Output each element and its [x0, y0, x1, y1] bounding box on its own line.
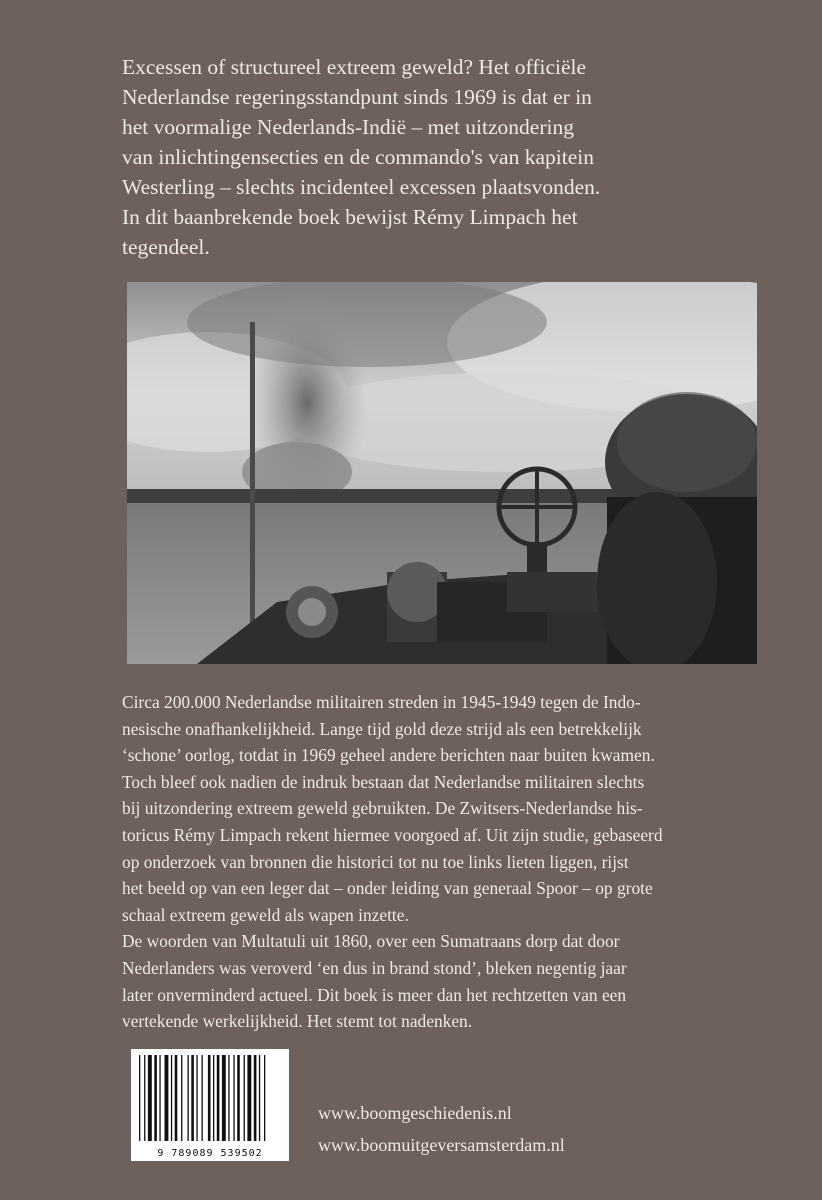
description-line: ‘schone’ oorlog, totdat in 1969 geheel andere berichten naar buiten kwamen. — [122, 745, 655, 766]
cover-photo-soldier-on-boat — [127, 282, 757, 664]
isbn-digits: 9 789089 539502 — [157, 1148, 263, 1159]
blurb-line: Nederlandse regeringsstandpunt sinds 1969 is dat er in — [122, 85, 592, 109]
description-line: Toch bleef ook nadien de indruk bestaan dat Nederlandse militairen slechts — [122, 771, 645, 792]
description-line: het beeld op van een leger dat – onder leiding van generaal Spoor – op grote — [122, 878, 653, 899]
publisher-urls — [318, 1097, 565, 1161]
description-line: op onderzoek van bronnen die historici tot nu toe links lieten liggen, rijst — [122, 851, 629, 872]
photo-illustration — [127, 282, 757, 664]
url-boomuitgeversamsterdam[interactable]: www.boomuitgeversamsterdam.nl — [318, 1135, 565, 1155]
description-line: De woorden van Multatuli uit 1860, over een Sumatraans dorp dat door — [122, 931, 620, 952]
description-line: vertekende werkelijkheid. Het stemt tot nadenken. — [122, 1011, 473, 1032]
description-line: nesische onafhankelijkheid. Lange tijd gold deze strijd als een betrekkelijk — [122, 718, 642, 739]
blurb-line: van inlichtingensecties en de commando's van kapitein — [122, 145, 594, 169]
description-line: Nederlanders was veroverd ‘en dus in brand stond’, bleken negentig jaar — [122, 957, 627, 978]
blurb-line: het voormalige Nederlands-Indië – met uitzondering — [122, 115, 574, 139]
description-line: schaal extreem geweld als wapen inzette. — [122, 904, 409, 925]
description-line: toricus Rémy Limpach rekent hiermee voorgoed af. Uit zijn studie, gebaseerd — [122, 824, 663, 845]
back-cover-description — [122, 689, 762, 1035]
blurb-line: Excessen of structureel extreem geweld? Het officiële — [122, 55, 587, 79]
isbn-barcode — [131, 1049, 289, 1161]
blurb-line: Westerling – slechts incidenteel excessen plaatsvonden. — [122, 175, 601, 199]
description-line: Circa 200.000 Nederlandse militairen streden in 1945-1949 tegen de Indo- — [122, 692, 641, 712]
barcode-bars — [131, 1049, 289, 1145]
description-line: later onverminderd actueel. Dit boek is meer dan het rechtzetten van een — [122, 984, 627, 1005]
description-line: bij uitzondering extreem geweld gebruikten. De Zwitsers-Nederlandse his- — [122, 798, 643, 819]
url-boomgeschiedenis[interactable]: www.boomgeschiedenis.nl — [318, 1103, 512, 1123]
blurb-line: tegendeel. — [122, 235, 210, 259]
blurb-line: In dit baanbrekende boek bewijst Rémy Limpach het — [122, 205, 578, 229]
back-cover-blurb — [122, 52, 762, 262]
